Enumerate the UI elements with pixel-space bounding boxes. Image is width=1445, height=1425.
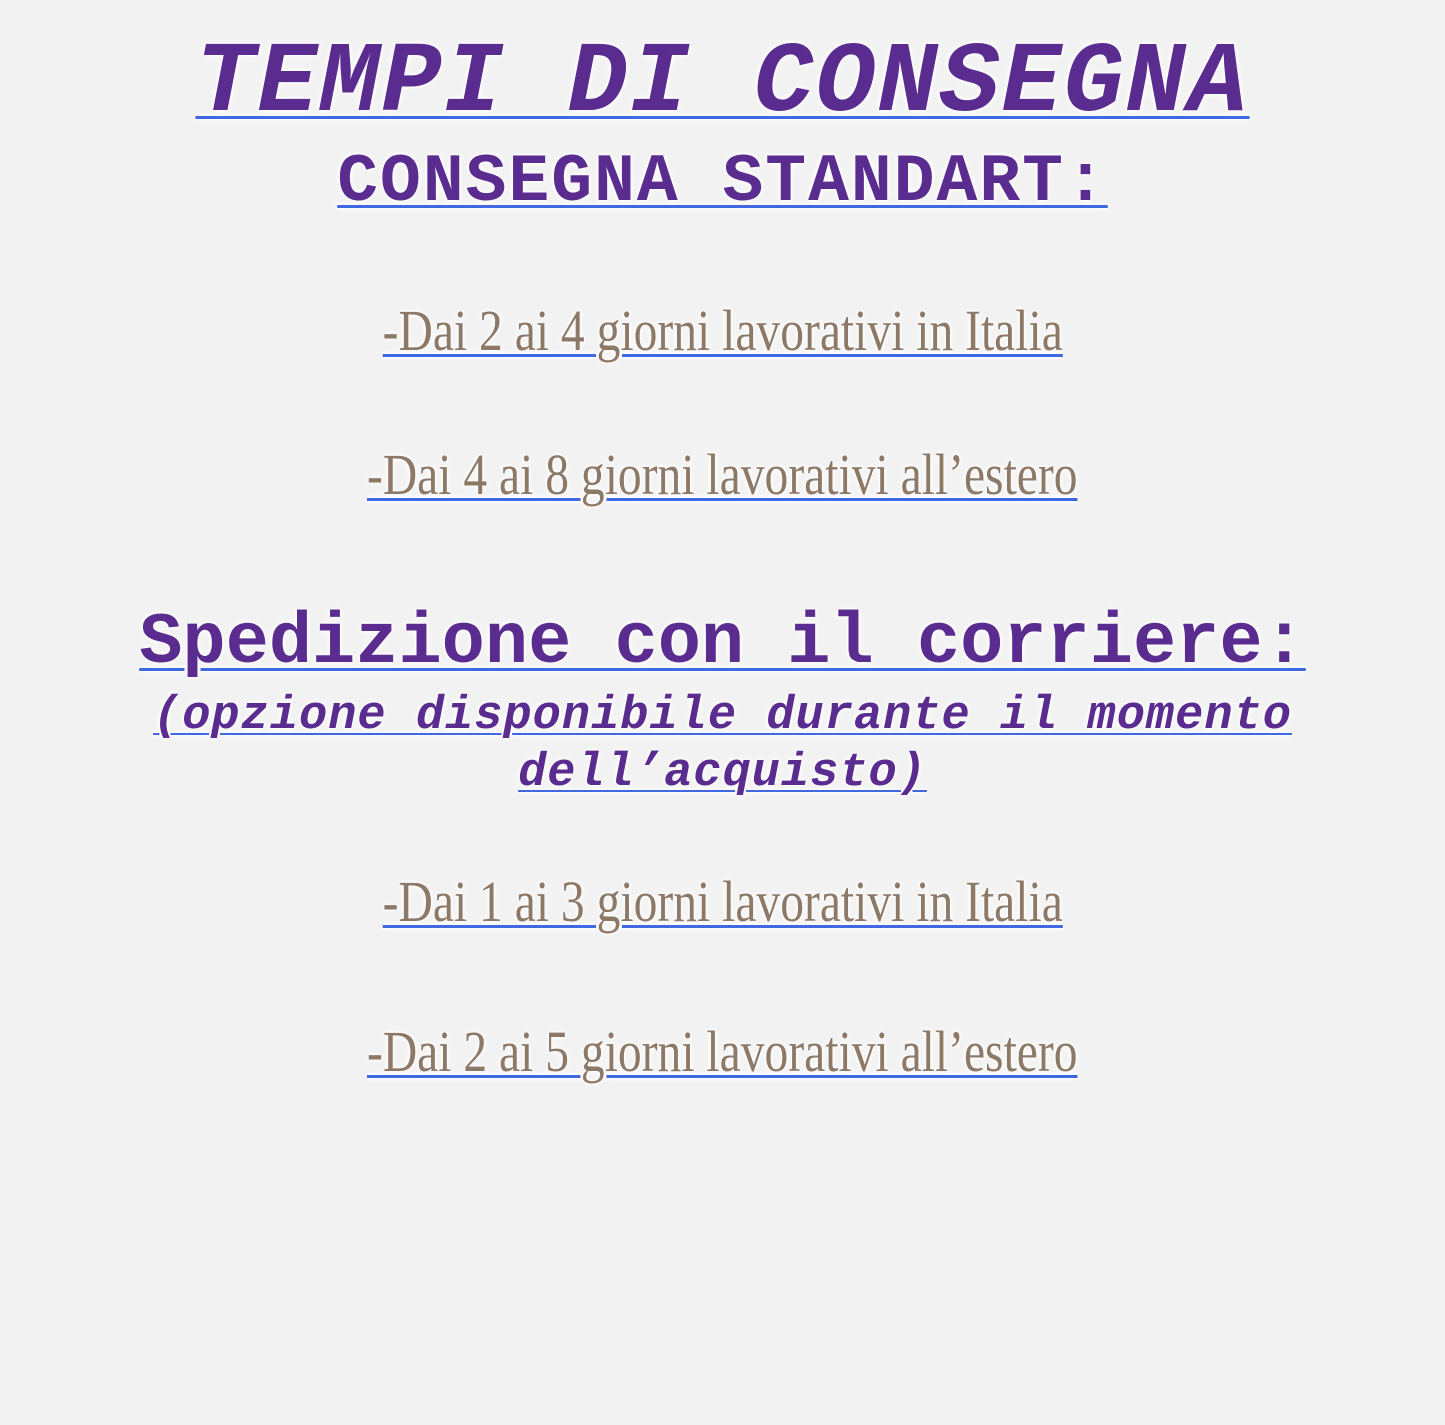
standard-delivery-italy-text: -Dai 2 ai 4 giorni lavorativi in Italia	[382, 297, 1063, 363]
courier-delivery-abroad-text: -Dai 2 ai 5 giorni lavorativi all’estero	[367, 1019, 1078, 1085]
standard-delivery-heading: CONSEGNA STANDART:	[337, 144, 1108, 221]
courier-shipping-heading: Spedizione con il corriere:	[139, 602, 1306, 685]
courier-option-note-line-1: (opzione disponibile durante il momento	[153, 689, 1292, 743]
courier-delivery-italy-text: -Dai 1 ai 3 giorni lavorativi in Italia	[382, 869, 1063, 935]
page-title: TEMPI DI CONSEGNA	[195, 28, 1250, 141]
courier-option-note-line-2: dell’acquisto)	[518, 746, 927, 800]
standard-delivery-abroad-text: -Dai 4 ai 8 giorni lavorativi all’estero	[367, 441, 1078, 507]
delivery-times-page	[0, 30, 1445, 1084]
